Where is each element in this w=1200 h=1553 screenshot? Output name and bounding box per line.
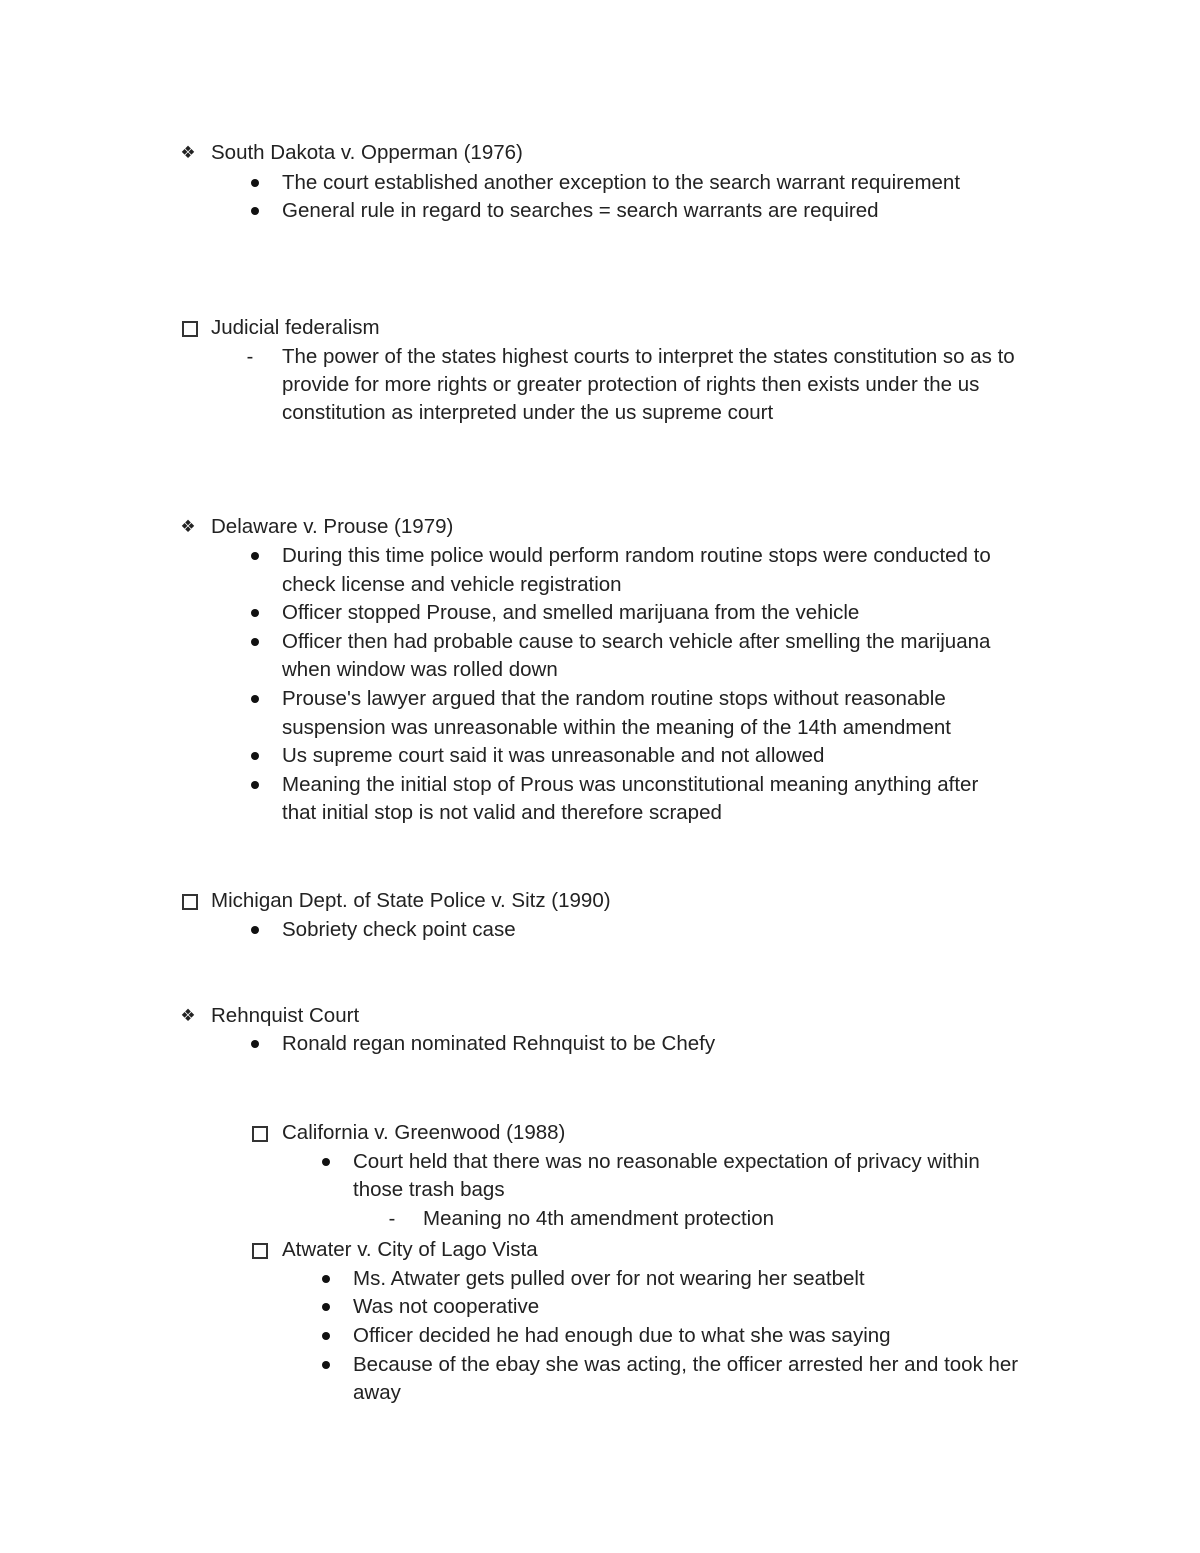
list-item-text: Us supreme court said it was unreasonable and not allowed [282,744,825,767]
heading-text: Michigan Dept. of State Police v. Sitz (1990) [211,889,611,912]
list-item-text: Meaning the initial stop of Prous was unconstitutional meaning anything after [282,773,979,796]
checkbox-icon [250,1119,270,1148]
bullet-dot-icon [250,916,260,945]
checkbox-icon [180,887,200,916]
list-item-text: Court held that there was no reasonable expectation of privacy within [353,1150,980,1173]
list-item-text: Meaning no 4th amendment protection [423,1207,775,1230]
list-item-text: General rule in regard to searches = search warrants are required [282,199,879,222]
checkbox-icon [250,1236,270,1265]
list-item-text: when window was rolled down [282,658,558,681]
heading-text: California v. Greenwood (1988) [282,1121,566,1144]
bullet-dot-icon [250,628,260,657]
heading-text: Judicial federalism [211,316,380,339]
list-item-text: Was not cooperative [353,1295,540,1318]
bullet-dot-icon [321,1148,331,1177]
bullet-dot-icon [250,197,260,226]
bullet-dot-icon [321,1322,331,1351]
list-item-text: Ronald regan nominated Rehnquist to be Chefy [282,1032,716,1055]
list-item-text: constitution as interpreted under the us supreme court [282,401,774,424]
list-item-text: The court established another exception to the search warrant requirement [282,171,961,194]
dash-bullet-icon: - [388,1208,396,1230]
list-item-text: Officer stopped Prouse, and smelled marijuana from the vehicle [282,601,860,624]
bullet-dot-icon [321,1293,331,1322]
list-item-text: Prouse's lawyer argued that the random routine stops without reasonable [282,687,946,710]
bullet-dot-icon [250,1030,260,1059]
bullet-dot-icon [250,169,260,198]
list-item-text: Because of the ebay she was acting, the officer arrested her and took her [353,1353,1019,1376]
heading-text: Delaware v. Prouse (1979) [211,515,454,538]
bullet-dot-icon [321,1351,331,1380]
list-item-text: Ms. Atwater gets pulled over for not wearing her seatbelt [353,1267,865,1290]
bullet-dot-icon [250,685,260,714]
list-item-text: The power of the states highest courts to interpret the states constitution so as to [282,345,1015,368]
bullet-dot-icon [250,742,260,771]
heading-text: Rehnquist Court [211,1004,360,1027]
heading-text: South Dakota v. Opperman (1976) [211,141,523,164]
list-item-text: away [353,1381,401,1404]
dash-bullet-icon: - [246,346,254,368]
list-item-text: suspension was unreasonable within the meaning of the 14th amendment [282,716,951,739]
bullet-dot-icon [250,542,260,571]
diamond-bullet-icon: ❖ [180,143,196,162]
checkbox-icon [180,314,200,343]
list-item-text: Officer decided he had enough due to what she was saying [353,1324,891,1347]
diamond-bullet-icon: ❖ [180,1006,196,1025]
list-item-text: Sobriety check point case [282,918,516,941]
list-item-text: that initial stop is not valid and therefore scraped [282,801,722,824]
list-item-text: Officer then had probable cause to search vehicle after smelling the marijuana [282,630,991,653]
list-item-text: check license and vehicle registration [282,573,622,596]
bullet-dot-icon [250,771,260,800]
bullet-dot-icon [321,1265,331,1294]
list-item-text: During this time police would perform random routine stops were conducted to [282,544,991,567]
heading-text: Atwater v. City of Lago Vista [282,1238,538,1261]
list-item-text: those trash bags [353,1178,505,1201]
bullet-dot-icon [250,599,260,628]
diamond-bullet-icon: ❖ [180,517,196,536]
list-item-text: provide for more rights or greater protection of rights then exists under the us [282,373,980,396]
